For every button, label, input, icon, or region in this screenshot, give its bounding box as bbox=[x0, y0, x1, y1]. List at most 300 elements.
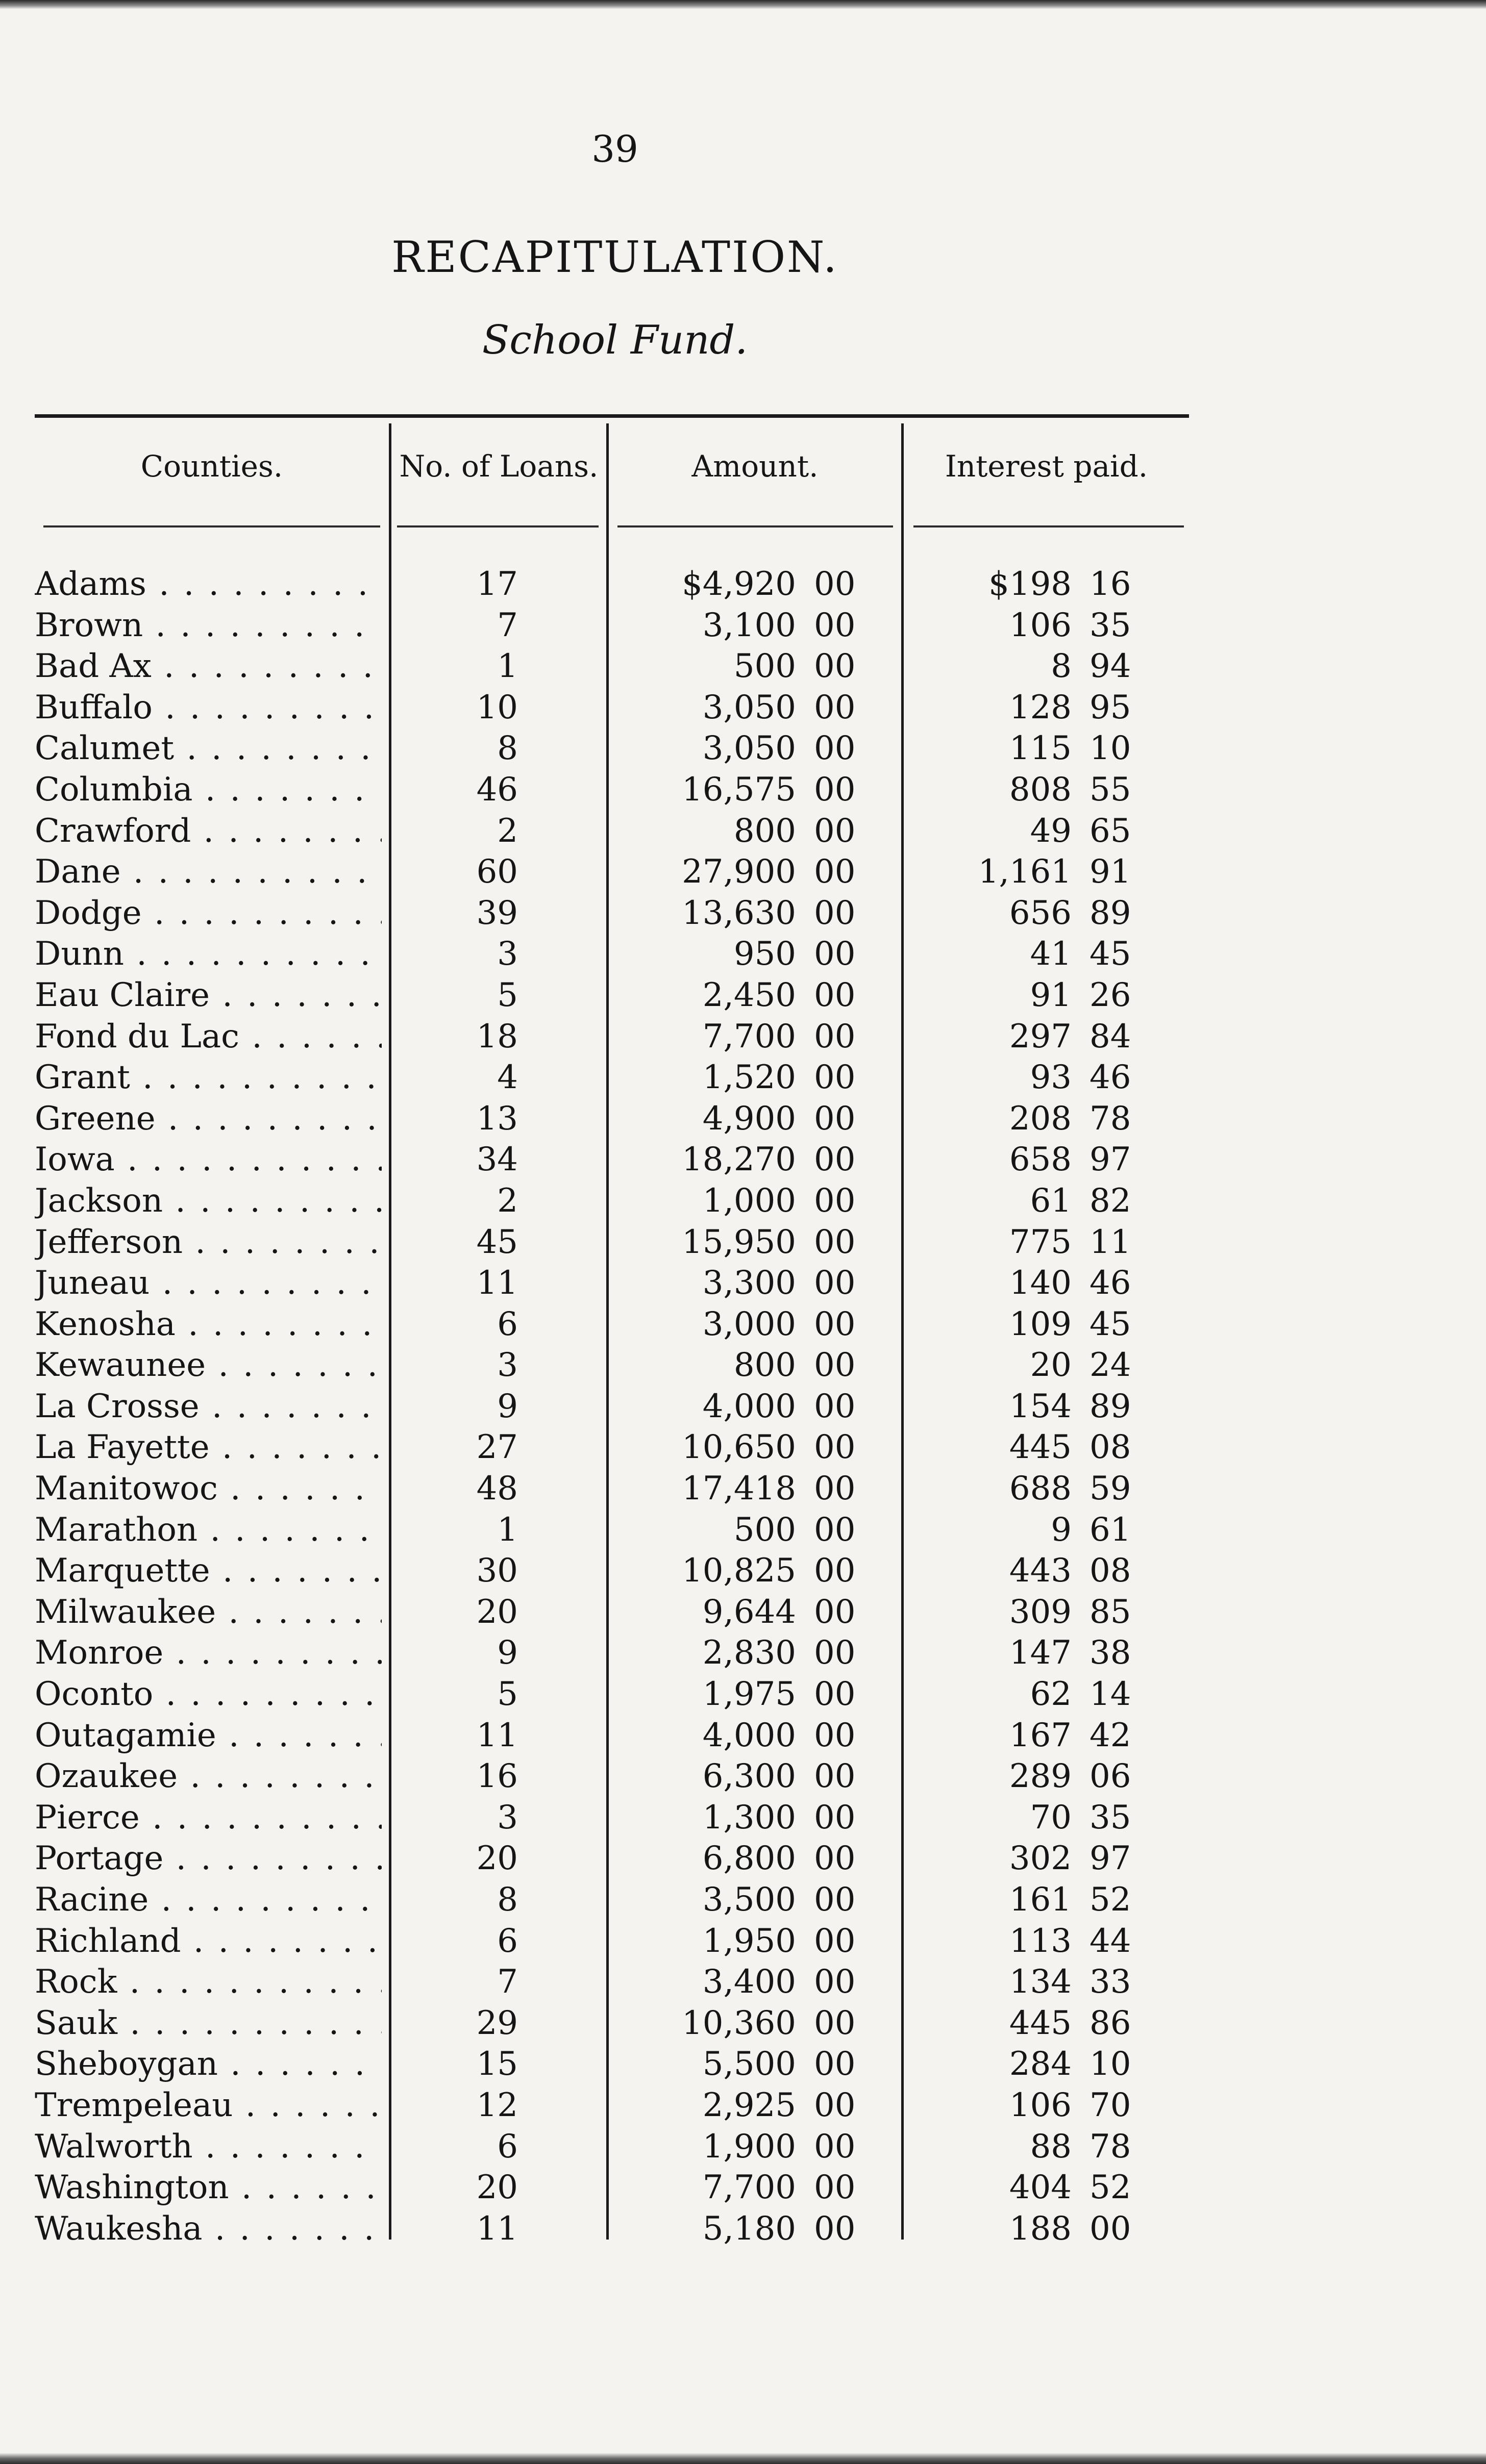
loans-cell: 6 bbox=[497, 1922, 518, 1960]
interest-cell: 70 bbox=[1030, 1798, 1072, 1837]
loans-cell: 5 bbox=[497, 976, 518, 1014]
amount-cents-cell: 00 bbox=[814, 1017, 856, 1055]
interest-cents-cell: 10 bbox=[1089, 2045, 1131, 2083]
county-cell: Bad Ax . . . bbox=[35, 646, 382, 687]
loans-cell: 17 bbox=[476, 565, 518, 603]
loans-cell: 11 bbox=[476, 1716, 518, 1754]
amount-cents-cell: 00 bbox=[814, 894, 856, 932]
loans-cell: 3 bbox=[497, 1346, 518, 1385]
amount-cents-cell: 00 bbox=[814, 1387, 856, 1425]
county-cell: Oconto . . . bbox=[35, 1674, 382, 1715]
table-row bbox=[0, 1879, 1486, 1921]
amount-cell: 18,270 bbox=[682, 1141, 796, 1179]
interest-cell: 88 bbox=[1030, 2127, 1072, 2166]
table-row bbox=[0, 2126, 1486, 2168]
county-cell: Dodge . . . bbox=[35, 893, 382, 934]
amount-cents-cell: 00 bbox=[814, 1305, 856, 1343]
county-cell: Iowa . . . bbox=[35, 1139, 382, 1180]
loans-cell: 20 bbox=[476, 2169, 518, 2207]
amount-cents-cell: 00 bbox=[814, 565, 856, 603]
interest-cents-cell: 78 bbox=[1089, 2127, 1131, 2166]
table-row bbox=[0, 1592, 1486, 1633]
amount-cents-cell: 00 bbox=[814, 2127, 856, 2166]
loans-cell: 16 bbox=[476, 1757, 518, 1796]
interest-cents-cell: 35 bbox=[1089, 606, 1131, 644]
amount-cell: 13,630 bbox=[682, 894, 796, 932]
county-cell: Marquette . . . bbox=[35, 1550, 382, 1592]
amount-cell: 500 bbox=[733, 647, 796, 686]
header-interest: Interest paid. bbox=[945, 449, 1148, 484]
amount-cents-cell: 00 bbox=[814, 606, 856, 644]
page-subtitle: School Fund. bbox=[482, 317, 748, 363]
interest-cell: 113 bbox=[1009, 1922, 1072, 1960]
interest-cell: 9 bbox=[1051, 1511, 1072, 1549]
page-number: 39 bbox=[591, 128, 638, 170]
interest-cell: 297 bbox=[1009, 1017, 1072, 1055]
amount-cell: $4,920 bbox=[682, 565, 796, 603]
loans-cell: 2 bbox=[497, 812, 518, 850]
loans-cell: 20 bbox=[476, 1593, 518, 1631]
interest-cell: 106 bbox=[1009, 2086, 1072, 2124]
loans-cell: 60 bbox=[476, 853, 518, 891]
loans-cell: 11 bbox=[476, 1264, 518, 1302]
table-row bbox=[0, 851, 1486, 893]
amount-cents-cell: 00 bbox=[814, 1552, 856, 1590]
amount-cell: 7,700 bbox=[702, 2169, 796, 2207]
amount-cell: 7,700 bbox=[702, 1017, 796, 1055]
loans-cell: 13 bbox=[476, 1099, 518, 1138]
amount-cell: 3,500 bbox=[702, 1881, 796, 1919]
amount-cell: 5,180 bbox=[702, 2209, 796, 2248]
interest-cents-cell: 26 bbox=[1089, 976, 1131, 1014]
interest-cents-cell: 94 bbox=[1089, 647, 1131, 686]
interest-cents-cell: 42 bbox=[1089, 1716, 1131, 1754]
amount-cents-cell: 00 bbox=[814, 1141, 856, 1179]
loans-cell: 4 bbox=[497, 1059, 518, 1097]
interest-cell: 161 bbox=[1009, 1881, 1072, 1919]
amount-cents-cell: 00 bbox=[814, 730, 856, 768]
loans-cell: 27 bbox=[476, 1428, 518, 1467]
interest-cents-cell: 00 bbox=[1089, 2209, 1131, 2248]
table-row bbox=[0, 1098, 1486, 1140]
amount-cell: 27,900 bbox=[682, 853, 796, 891]
amount-cell: 1,975 bbox=[702, 1675, 796, 1714]
interest-cents-cell: 46 bbox=[1089, 1059, 1131, 1097]
county-cell: Richland . . . bbox=[35, 1921, 382, 1962]
loans-cell: 8 bbox=[497, 1881, 518, 1919]
table-row bbox=[0, 728, 1486, 769]
loans-cell: 18 bbox=[476, 1017, 518, 1055]
interest-cents-cell: 84 bbox=[1089, 1017, 1131, 1055]
interest-cell: 658 bbox=[1009, 1141, 1072, 1179]
table-row bbox=[0, 605, 1486, 646]
interest-cents-cell: 33 bbox=[1089, 1963, 1131, 2001]
county-cell: Racine . . . bbox=[35, 1879, 382, 1921]
loans-cell: 6 bbox=[497, 2127, 518, 2166]
interest-cell: 808 bbox=[1009, 770, 1072, 809]
interest-cell: 688 bbox=[1009, 1470, 1072, 1508]
interest-cell: 445 bbox=[1009, 1428, 1072, 1467]
interest-cell: 128 bbox=[1009, 688, 1072, 726]
amount-cell: 2,830 bbox=[702, 1634, 796, 1672]
amount-cents-cell: 00 bbox=[814, 688, 856, 726]
loans-cell: 8 bbox=[497, 730, 518, 768]
interest-cell: 284 bbox=[1009, 2045, 1072, 2083]
interest-cents-cell: 08 bbox=[1089, 1428, 1131, 1467]
county-cell: Waukesha . . . bbox=[35, 2208, 382, 2250]
table-row bbox=[0, 1674, 1486, 1715]
county-cell: Jefferson . . . bbox=[35, 1222, 382, 1263]
amount-cell: 800 bbox=[733, 812, 796, 850]
interest-cents-cell: 08 bbox=[1089, 1552, 1131, 1590]
amount-cents-cell: 00 bbox=[814, 1099, 856, 1138]
interest-cents-cell: 61 bbox=[1089, 1511, 1131, 1549]
table-row bbox=[0, 934, 1486, 975]
county-cell: Walworth . . . bbox=[35, 2126, 382, 2168]
interest-cents-cell: 86 bbox=[1089, 2004, 1131, 2042]
table-row bbox=[0, 564, 1486, 605]
amount-cell: 1,950 bbox=[702, 1922, 796, 1960]
amount-cell: 10,825 bbox=[682, 1552, 796, 1590]
loans-cell: 46 bbox=[476, 770, 518, 809]
table-row bbox=[0, 1756, 1486, 1797]
table-row bbox=[0, 2167, 1486, 2208]
page-title: RECAPITULATION. bbox=[391, 232, 838, 282]
amount-cents-cell: 00 bbox=[814, 1470, 856, 1508]
county-cell: Washington . . . bbox=[35, 2167, 382, 2208]
loans-cell: 12 bbox=[476, 2086, 518, 2124]
table-row bbox=[0, 1345, 1486, 1386]
table-row bbox=[0, 1304, 1486, 1345]
county-cell: Marathon . . . bbox=[35, 1510, 382, 1551]
loans-cell: 15 bbox=[476, 2045, 518, 2083]
interest-cell: $198 bbox=[988, 565, 1072, 603]
loans-cell: 2 bbox=[497, 1181, 518, 1220]
amount-cell: 500 bbox=[733, 1511, 796, 1549]
loans-cell: 5 bbox=[497, 1675, 518, 1714]
interest-cell: 445 bbox=[1009, 2004, 1072, 2042]
table-row bbox=[0, 893, 1486, 934]
table-row bbox=[0, 1057, 1486, 1098]
county-cell: Sauk . . . bbox=[35, 2003, 382, 2044]
amount-cents-cell: 00 bbox=[814, 647, 856, 686]
interest-cell: 20 bbox=[1030, 1346, 1072, 1385]
county-cell: Pierce . . . bbox=[35, 1797, 382, 1839]
amount-cents-cell: 00 bbox=[814, 1511, 856, 1549]
interest-cell: 656 bbox=[1009, 894, 1072, 932]
county-cell: Grant . . . bbox=[35, 1057, 382, 1098]
interest-cents-cell: 11 bbox=[1089, 1223, 1131, 1261]
amount-cell: 1,000 bbox=[702, 1181, 796, 1220]
amount-cents-cell: 00 bbox=[814, 1798, 856, 1837]
county-cell: Sheboygan . . . bbox=[35, 2044, 382, 2085]
interest-cents-cell: 24 bbox=[1089, 1346, 1131, 1385]
interest-cell: 115 bbox=[1009, 730, 1072, 768]
county-cell: Crawford . . . bbox=[35, 811, 382, 852]
loans-cell: 29 bbox=[476, 2004, 518, 2042]
table-row bbox=[0, 1222, 1486, 1263]
interest-cents-cell: 52 bbox=[1089, 2169, 1131, 2207]
loans-cell: 45 bbox=[476, 1223, 518, 1261]
table-row bbox=[0, 1838, 1486, 1879]
interest-cell: 49 bbox=[1030, 812, 1072, 850]
amount-cell: 4,000 bbox=[702, 1387, 796, 1425]
interest-cents-cell: 38 bbox=[1089, 1634, 1131, 1672]
interest-cell: 8 bbox=[1051, 647, 1072, 686]
loans-cell: 48 bbox=[476, 1470, 518, 1508]
interest-cell: 140 bbox=[1009, 1264, 1072, 1302]
county-cell: La Crosse . . . bbox=[35, 1386, 382, 1427]
table-row bbox=[0, 2003, 1486, 2044]
loans-cell: 1 bbox=[497, 1511, 518, 1549]
amount-cell: 17,418 bbox=[682, 1470, 796, 1508]
loans-cell: 7 bbox=[497, 606, 518, 644]
interest-cents-cell: 16 bbox=[1089, 565, 1131, 603]
amount-cents-cell: 00 bbox=[814, 1223, 856, 1261]
table-row bbox=[0, 1427, 1486, 1468]
amount-cents-cell: 00 bbox=[814, 1881, 856, 1919]
interest-cents-cell: 45 bbox=[1089, 935, 1131, 973]
loans-cell: 11 bbox=[476, 2209, 518, 2248]
amount-cell: 3,050 bbox=[702, 730, 796, 768]
amount-cents-cell: 00 bbox=[814, 1346, 856, 1385]
interest-cents-cell: 91 bbox=[1089, 853, 1131, 891]
amount-cell: 5,500 bbox=[702, 2045, 796, 2083]
interest-cell: 147 bbox=[1009, 1634, 1072, 1672]
scan-edge-bottom bbox=[0, 2453, 1486, 2464]
interest-cell: 61 bbox=[1030, 1181, 1072, 1220]
amount-cents-cell: 00 bbox=[814, 770, 856, 809]
amount-cell: 1,300 bbox=[702, 1798, 796, 1837]
interest-cell: 208 bbox=[1009, 1099, 1072, 1138]
county-cell: Kewaunee . . . bbox=[35, 1345, 382, 1386]
amount-cents-cell: 00 bbox=[814, 2169, 856, 2207]
table-row bbox=[0, 687, 1486, 728]
county-cell: Jackson . . . bbox=[35, 1180, 382, 1222]
interest-cell: 443 bbox=[1009, 1552, 1072, 1590]
amount-cell: 3,400 bbox=[702, 1963, 796, 2001]
amount-cell: 3,300 bbox=[702, 1264, 796, 1302]
amount-cell: 4,900 bbox=[702, 1099, 796, 1138]
table-row bbox=[0, 1139, 1486, 1180]
interest-cents-cell: 95 bbox=[1089, 688, 1131, 726]
header-rule-counties bbox=[43, 525, 380, 527]
interest-cell: 41 bbox=[1030, 935, 1072, 973]
amount-cell: 3,000 bbox=[702, 1305, 796, 1343]
amount-cell: 6,800 bbox=[702, 1840, 796, 1878]
county-cell: Ozaukee . . . bbox=[35, 1756, 382, 1797]
amount-cell: 9,644 bbox=[702, 1593, 796, 1631]
county-cell: Buffalo . . . bbox=[35, 687, 382, 728]
header-counties: Counties. bbox=[140, 449, 283, 484]
interest-cents-cell: 97 bbox=[1089, 1141, 1131, 1179]
interest-cell: 289 bbox=[1009, 1757, 1072, 1796]
interest-cell: 1,161 bbox=[978, 853, 1072, 891]
interest-cents-cell: 70 bbox=[1089, 2086, 1131, 2124]
interest-cell: 106 bbox=[1009, 606, 1072, 644]
table-row bbox=[0, 1962, 1486, 2003]
county-cell: Outagamie . . . bbox=[35, 1715, 382, 1756]
interest-cell: 62 bbox=[1030, 1675, 1072, 1714]
amount-cell: 950 bbox=[733, 935, 796, 973]
interest-cents-cell: 10 bbox=[1089, 730, 1131, 768]
interest-cents-cell: 06 bbox=[1089, 1757, 1131, 1796]
amount-cell: 3,100 bbox=[702, 606, 796, 644]
table-row bbox=[0, 1180, 1486, 1222]
amount-cents-cell: 00 bbox=[814, 2045, 856, 2083]
amount-cents-cell: 00 bbox=[814, 1840, 856, 1878]
amount-cents-cell: 00 bbox=[814, 976, 856, 1014]
table-row bbox=[0, 1715, 1486, 1756]
county-cell: Manitowoc . . . bbox=[35, 1468, 382, 1510]
interest-cents-cell: 85 bbox=[1089, 1593, 1131, 1631]
table-row bbox=[0, 2044, 1486, 2085]
interest-cell: 93 bbox=[1030, 1059, 1072, 1097]
table-row bbox=[0, 811, 1486, 852]
amount-cents-cell: 00 bbox=[814, 1716, 856, 1754]
header-rule-loans bbox=[397, 525, 599, 527]
table-row bbox=[0, 646, 1486, 687]
county-cell: Greene . . . bbox=[35, 1098, 382, 1140]
county-cell: Dunn . . . bbox=[35, 934, 382, 975]
county-cell: Columbia . . . bbox=[35, 769, 382, 811]
loans-cell: 3 bbox=[497, 935, 518, 973]
amount-cents-cell: 00 bbox=[814, 1181, 856, 1220]
amount-cents-cell: 00 bbox=[814, 1593, 856, 1631]
county-cell: Brown . . . bbox=[35, 605, 382, 646]
amount-cell: 2,450 bbox=[702, 976, 796, 1014]
amount-cents-cell: 00 bbox=[814, 1264, 856, 1302]
loans-cell: 20 bbox=[476, 1840, 518, 1878]
interest-cell: 154 bbox=[1009, 1387, 1072, 1425]
amount-cell: 15,950 bbox=[682, 1223, 796, 1261]
county-cell: Rock . . . bbox=[35, 1962, 382, 2003]
amount-cell: 10,360 bbox=[682, 2004, 796, 2042]
interest-cell: 188 bbox=[1009, 2209, 1072, 2248]
interest-cents-cell: 97 bbox=[1089, 1840, 1131, 1878]
loans-cell: 34 bbox=[476, 1141, 518, 1179]
interest-cell: 134 bbox=[1009, 1963, 1072, 2001]
table-row bbox=[0, 975, 1486, 1016]
loans-cell: 7 bbox=[497, 1963, 518, 2001]
amount-cell: 4,000 bbox=[702, 1716, 796, 1754]
county-cell: Portage . . . bbox=[35, 1838, 382, 1879]
county-cell: Juneau . . . bbox=[35, 1263, 382, 1304]
interest-cell: 309 bbox=[1009, 1593, 1072, 1631]
table-row bbox=[0, 2085, 1486, 2126]
county-cell: Kenosha . . . bbox=[35, 1304, 382, 1345]
amount-cents-cell: 00 bbox=[814, 853, 856, 891]
amount-cents-cell: 00 bbox=[814, 1757, 856, 1796]
interest-cell: 775 bbox=[1009, 1223, 1072, 1261]
amount-cents-cell: 00 bbox=[814, 2004, 856, 2042]
amount-cell: 800 bbox=[733, 1346, 796, 1385]
table-row bbox=[0, 1797, 1486, 1839]
amount-cell: 3,050 bbox=[702, 688, 796, 726]
amount-cents-cell: 00 bbox=[814, 1922, 856, 1960]
amount-cents-cell: 00 bbox=[814, 935, 856, 973]
table-row bbox=[0, 1386, 1486, 1427]
interest-cents-cell: 55 bbox=[1089, 770, 1131, 809]
table-row bbox=[0, 1468, 1486, 1510]
interest-cell: 91 bbox=[1030, 976, 1072, 1014]
amount-cents-cell: 00 bbox=[814, 2209, 856, 2248]
interest-cents-cell: 45 bbox=[1089, 1305, 1131, 1343]
interest-cell: 167 bbox=[1009, 1716, 1072, 1754]
county-cell: Adams . . . bbox=[35, 564, 382, 605]
amount-cents-cell: 00 bbox=[814, 1428, 856, 1467]
loans-cell: 39 bbox=[476, 894, 518, 932]
table-row bbox=[0, 1016, 1486, 1058]
amount-cell: 6,300 bbox=[702, 1757, 796, 1796]
amount-cell: 10,650 bbox=[682, 1428, 796, 1467]
interest-cents-cell: 44 bbox=[1089, 1922, 1131, 1960]
table-row bbox=[0, 1550, 1486, 1592]
county-cell: Trempeleau . . . bbox=[35, 2085, 382, 2126]
table-body bbox=[0, 564, 1486, 2249]
loans-cell: 9 bbox=[497, 1387, 518, 1425]
table-top-rule bbox=[35, 414, 1189, 418]
county-cell: Eau Claire . . . bbox=[35, 975, 382, 1016]
interest-cell: 109 bbox=[1009, 1305, 1072, 1343]
table-row bbox=[0, 1510, 1486, 1551]
interest-cents-cell: 78 bbox=[1089, 1099, 1131, 1138]
county-cell: Calumet . . . bbox=[35, 728, 382, 769]
interest-cell: 404 bbox=[1009, 2169, 1072, 2207]
table-row bbox=[0, 769, 1486, 811]
county-cell: Milwaukee . . . bbox=[35, 1592, 382, 1633]
header-amount: Amount. bbox=[691, 449, 819, 484]
amount-cents-cell: 00 bbox=[814, 1963, 856, 2001]
table-row bbox=[0, 1921, 1486, 1962]
county-cell: Fond du Lac . . . bbox=[35, 1016, 382, 1058]
amount-cents-cell: 00 bbox=[814, 1675, 856, 1714]
interest-cents-cell: 65 bbox=[1089, 812, 1131, 850]
amount-cents-cell: 00 bbox=[814, 2086, 856, 2124]
interest-cents-cell: 14 bbox=[1089, 1675, 1131, 1714]
amount-cell: 1,900 bbox=[702, 2127, 796, 2166]
interest-cents-cell: 82 bbox=[1089, 1181, 1131, 1220]
county-cell: Dane . . . bbox=[35, 851, 382, 893]
interest-cents-cell: 46 bbox=[1089, 1264, 1131, 1302]
loans-cell: 1 bbox=[497, 647, 518, 686]
header-rule-interest bbox=[913, 525, 1184, 527]
loans-cell: 9 bbox=[497, 1634, 518, 1672]
loans-cell: 10 bbox=[476, 688, 518, 726]
table-row bbox=[0, 1632, 1486, 1674]
county-cell: Monroe . . . bbox=[35, 1632, 382, 1674]
interest-cents-cell: 35 bbox=[1089, 1798, 1131, 1837]
interest-cents-cell: 89 bbox=[1089, 894, 1131, 932]
interest-cents-cell: 59 bbox=[1089, 1470, 1131, 1508]
amount-cell: 2,925 bbox=[702, 2086, 796, 2124]
loans-cell: 6 bbox=[497, 1305, 518, 1343]
table-row bbox=[0, 1263, 1486, 1304]
table-row bbox=[0, 2208, 1486, 2250]
interest-cents-cell: 52 bbox=[1089, 1881, 1131, 1919]
header-loans: No. of Loans. bbox=[399, 449, 599, 484]
loans-cell: 30 bbox=[476, 1552, 518, 1590]
amount-cell: 1,520 bbox=[702, 1059, 796, 1097]
scan-edge-top bbox=[0, 0, 1486, 9]
amount-cents-cell: 00 bbox=[814, 812, 856, 850]
loans-cell: 3 bbox=[497, 1798, 518, 1837]
amount-cents-cell: 00 bbox=[814, 1634, 856, 1672]
amount-cents-cell: 00 bbox=[814, 1059, 856, 1097]
header-rule-amount bbox=[617, 525, 893, 527]
county-cell: La Fayette . . . bbox=[35, 1427, 382, 1468]
interest-cell: 302 bbox=[1009, 1840, 1072, 1878]
